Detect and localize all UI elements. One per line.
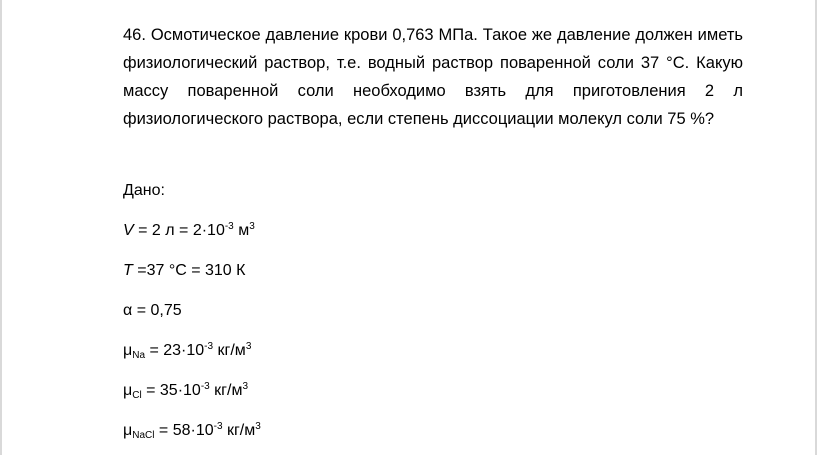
mu-cl-subscript: Cl <box>132 390 142 401</box>
mu-nacl-exponent: -3 <box>213 421 223 432</box>
page-edge-left <box>0 0 2 455</box>
temperature-symbol: T <box>123 262 133 279</box>
mu-cl-exponent: -3 <box>200 381 210 392</box>
volume-exponent: -3 <box>224 221 234 232</box>
problem-statement: 46. Осмотическое давление крови 0,763 МПа. Такое же давление должен иметь физиологический раствор, т.е. водный раствор поваренной соли 37 °С. Какую массу поваренной соли необходимо взять для приготовления 2 л физиологического раствора, если степень диссоциации молекул соли 75 %? <box>123 26 743 128</box>
mu-cl-unit: кг/м <box>209 382 243 399</box>
mu-nacl-subscript: NaCl <box>132 430 155 441</box>
mu-na-exponent: -3 <box>204 341 214 352</box>
given-section <box>123 180 261 442</box>
given-mu-cl <box>123 380 261 402</box>
mu-na-unit: кг/м <box>213 342 246 359</box>
mu-nacl-symbol: μ <box>123 422 133 439</box>
given-mu-na <box>123 340 261 362</box>
volume-value: = 2 л = 2·10 <box>133 222 225 239</box>
temperature-value: =37 °С = 310 К <box>132 262 246 279</box>
given-mu-nacl <box>123 420 261 442</box>
given-title: Дано: <box>123 182 165 199</box>
volume-unit-exponent: 3 <box>249 221 255 232</box>
mu-nacl-unit-exponent: 3 <box>255 421 261 432</box>
mu-cl-unit-exponent: 3 <box>242 381 249 392</box>
alpha-text: α = 0,75 <box>123 302 182 319</box>
mu-nacl-unit: кг/м <box>222 422 256 439</box>
volume-symbol: V <box>123 222 134 239</box>
given-alpha <box>123 300 261 322</box>
mu-na-subscript: Na <box>132 350 146 361</box>
mu-na-symbol: μ <box>123 342 133 359</box>
mu-cl-value: = 35·10 <box>141 382 201 399</box>
volume-unit: м <box>233 222 250 239</box>
mu-nacl-value: = 58·10 <box>154 422 214 439</box>
mu-cl-symbol: μ <box>123 382 133 399</box>
given-temperature <box>123 260 261 282</box>
given-volume <box>123 220 261 242</box>
mu-na-value: = 23·10 <box>145 342 205 359</box>
mu-na-unit-exponent: 3 <box>245 341 252 352</box>
